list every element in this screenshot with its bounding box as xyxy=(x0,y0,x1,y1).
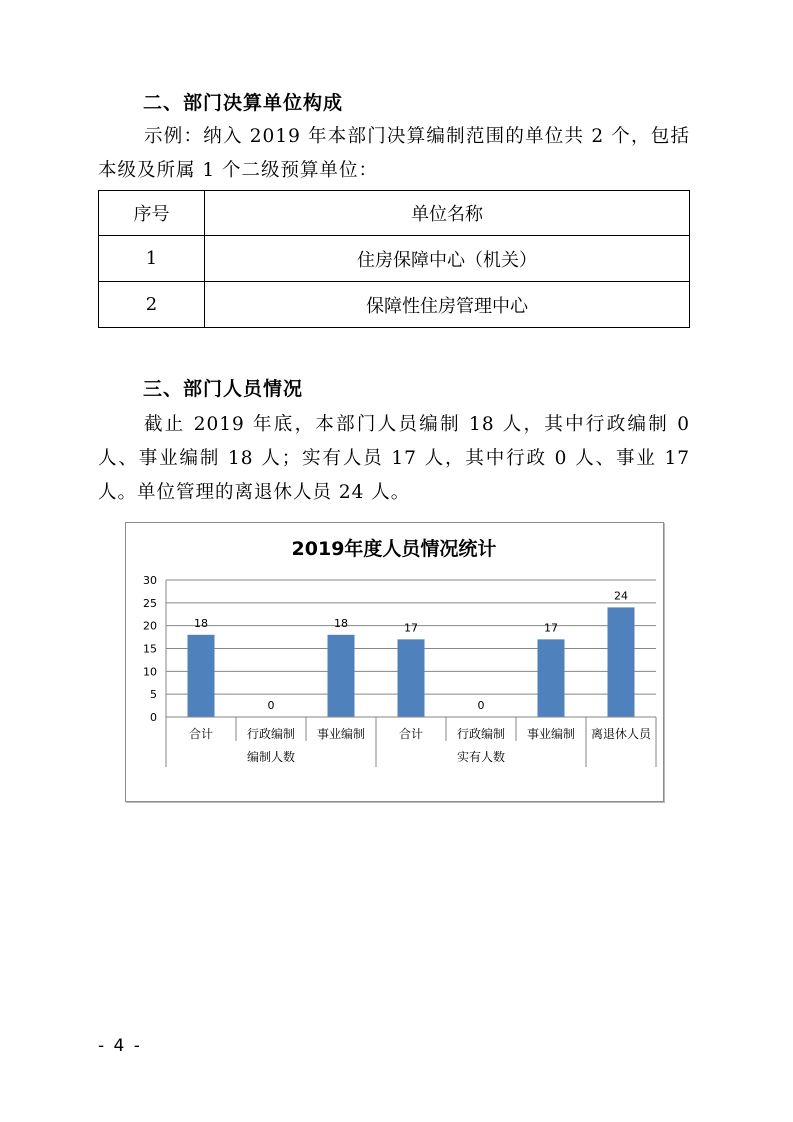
page-number: - 4 - xyxy=(98,1036,142,1056)
y-tick-label: 10 xyxy=(143,665,157,679)
table-header-cell: 序号 xyxy=(99,191,205,236)
y-tick-label: 25 xyxy=(143,596,157,610)
table-cell: 2 xyxy=(99,282,205,328)
x-tick-label: 合计 xyxy=(188,727,214,741)
bar xyxy=(188,635,215,717)
x-group-label: 编制人数 xyxy=(246,750,296,764)
data-label: 24 xyxy=(614,589,628,603)
x-tick-label: 离退休人员 xyxy=(590,727,652,741)
bar xyxy=(608,607,635,717)
y-tick-label: 20 xyxy=(143,619,157,633)
data-label: 18 xyxy=(194,616,208,630)
x-tick-label: 事业编制 xyxy=(316,727,366,741)
data-label: 17 xyxy=(544,621,558,635)
y-tick-label: 15 xyxy=(143,642,157,656)
data-label: 18 xyxy=(334,616,348,630)
table-cell: 保障性住房管理中心 xyxy=(205,282,690,328)
y-tick-label: 5 xyxy=(150,688,157,702)
data-label: 0 xyxy=(267,699,275,712)
data-label: 0 xyxy=(477,699,485,712)
table-header-row xyxy=(99,191,690,236)
x-tick-label: 合计 xyxy=(398,727,424,741)
bar xyxy=(328,635,355,717)
x-tick-label: 行政编制 xyxy=(246,727,296,741)
table-cell: 1 xyxy=(99,236,205,282)
table-header-cell: 单位名称 xyxy=(205,191,690,236)
bar xyxy=(538,639,565,717)
bar xyxy=(398,639,425,717)
table-row xyxy=(99,282,690,328)
bar-chart xyxy=(126,523,663,801)
section2-heading: 二、部门决算单位构成 xyxy=(143,92,344,114)
section3-heading: 三、部门人员情况 xyxy=(143,378,304,400)
y-tick-label: 30 xyxy=(143,574,157,587)
x-group-label: 实有人数 xyxy=(456,750,506,764)
section2-paragraph: 示例：纳入 2019 年本部门决算编制范围的单位共 2 个，包括本级及所属 1 个二级预算单位： xyxy=(98,126,690,181)
x-tick-label: 事业编制 xyxy=(526,727,576,741)
table-cell: 住房保障中心（机关） xyxy=(205,236,690,282)
table-row xyxy=(99,236,690,282)
chart-container xyxy=(125,522,664,802)
y-tick-label: 0 xyxy=(150,711,157,724)
data-label: 17 xyxy=(404,621,418,635)
x-tick-label: 行政编制 xyxy=(456,727,506,741)
chart-title: 2019年度人员情况统计 xyxy=(291,538,497,560)
unit-table xyxy=(98,190,690,328)
section3-paragraph: 截止 2019 年底，本部门人员编制 18 人，其中行政编制 0 人、事业编制 18 人；实有人员 17 人，其中行政 0 人、事业 17 人。单位管理的离退休人员 24 人。 xyxy=(98,414,690,503)
